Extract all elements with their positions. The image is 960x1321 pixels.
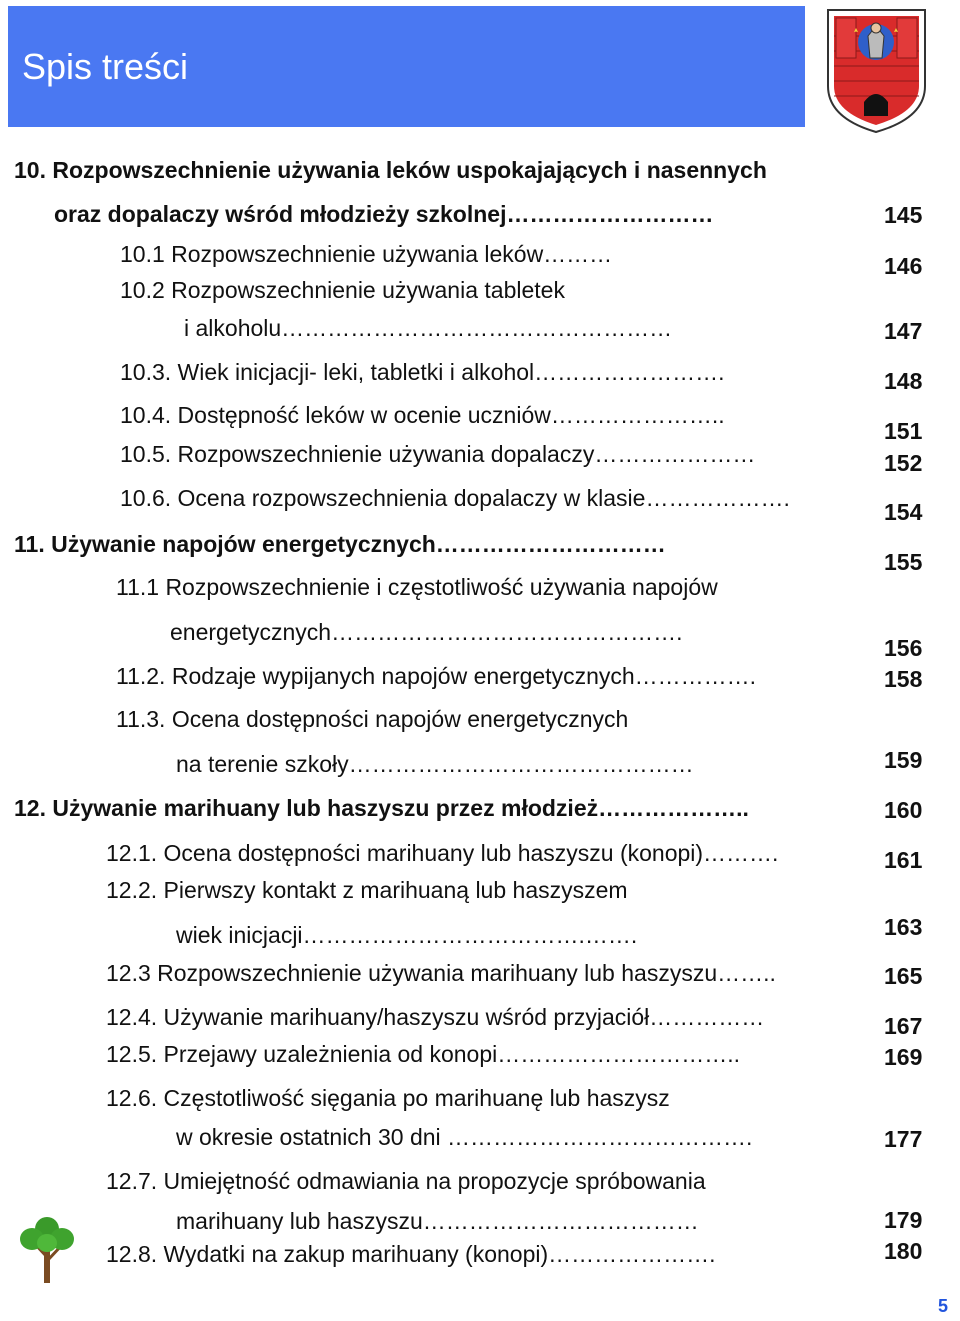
- toc-line-12-7: 12.7. Umiejętność odmawiania na propozycje spróbowania: [106, 1168, 706, 1194]
- page-number: 148: [884, 368, 923, 394]
- toc-line-12-8: 12.8. Wydatki na zakup marihuany (konopi)………………….: [106, 1241, 716, 1267]
- page-number: 177: [884, 1126, 923, 1152]
- toc-line-12-6: 12.6. Częstotliwość sięgania po marihuanę lub haszysz: [106, 1085, 670, 1111]
- toc-line-12-2-cont: wiek inicjacji……………………………….…….: [176, 922, 638, 948]
- toc-line-10-cont: oraz dopalaczy wśród młodzieży szkolnej………………………: [54, 201, 714, 227]
- toc-line-11: 11. Używanie napojów energetycznych…………………………: [14, 531, 666, 557]
- toc-line-10-3: 10.3. Wiek inicjacji- leki, tabletki i alkohol…………………….: [120, 359, 725, 385]
- toc-line-10-4: 10.4. Dostępność leków w ocenie uczniów…………………..: [120, 402, 725, 428]
- toc-line-12: 12. Używanie marihuany lub haszyszu przez młodzież………………..: [14, 795, 749, 821]
- toc-line-10: 10. Rozpowszechnienie używania leków uspokajających i nasennych: [14, 157, 767, 183]
- toc-line-12-5: 12.5. Przejawy uzależnienia od konopi…………………………..: [106, 1041, 741, 1067]
- page-number: 147: [884, 318, 923, 344]
- page-number: 145: [884, 202, 923, 228]
- toc-line-12-2: 12.2. Pierwszy kontakt z marihuaną lub haszyszem: [106, 877, 628, 903]
- page-number: 169: [884, 1044, 923, 1070]
- page-number: 160: [884, 797, 923, 823]
- toc-line-10-2-cont: i alkoholu……………………………………………: [184, 315, 673, 341]
- toc-line-11-1: 11.1 Rozpowszechnienie i częstotliwość używania napojów: [116, 574, 718, 600]
- toc-line-10-1: 10.1 Rozpowszechnienie używania leków………: [120, 241, 613, 267]
- page-title: Spis treści: [22, 46, 189, 87]
- page-number: 146: [884, 253, 923, 279]
- toc-line-12-7-cont: marihuany lub haszyszu………………………………: [176, 1208, 699, 1234]
- page-number: 165: [884, 963, 923, 989]
- toc-line-11-1-cont: energetycznych……………………………………….: [170, 619, 683, 645]
- page-number: 152: [884, 450, 923, 476]
- page-number: 158: [884, 666, 923, 692]
- title-banner: [8, 6, 805, 127]
- toc-line-11-3: 11.3. Ocena dostępności napojów energetycznych: [116, 706, 629, 732]
- page-number: 151: [884, 418, 923, 444]
- toc-line-12-3: 12.3 Rozpowszechnienie używania marihuany lub haszyszu……..: [106, 960, 776, 986]
- tree-logo: [18, 1213, 76, 1285]
- page-number: 154: [884, 499, 923, 525]
- coat-of-arms-logo: [824, 6, 929, 134]
- toc-line-12-6-cont: w okresie ostatnich 30 dni ………………………………….: [176, 1124, 753, 1150]
- page-number: 179: [884, 1207, 923, 1233]
- page-number: 180: [884, 1238, 923, 1264]
- toc-line-12-4: 12.4. Używanie marihuany/haszyszu wśród przyjaciół……………: [106, 1004, 765, 1030]
- toc-line-12-1: 12.1. Ocena dostępności marihuany lub haszyszu (konopi)……….: [106, 840, 779, 866]
- toc-line-10-5: 10.5. Rozpowszechnienie używania dopalaczy…………………: [120, 441, 756, 467]
- page-number: 155: [884, 549, 923, 575]
- page-number: 167: [884, 1013, 923, 1039]
- page-number: 156: [884, 635, 923, 661]
- page-number: 161: [884, 847, 923, 873]
- toc-line-10-2: 10.2 Rozpowszechnienie używania tabletek: [120, 277, 565, 303]
- toc-line-11-2: 11.2. Rodzaje wypijanych napojów energetycznych…………….: [116, 663, 757, 689]
- page-footer-number: 5: [938, 1296, 949, 1316]
- toc-line-10-6: 10.6. Ocena rozpowszechnienia dopalaczy w klasie……………….: [120, 485, 790, 511]
- toc-line-11-3-cont: na terenie szkoły………………………………………: [176, 751, 694, 777]
- page-number: 163: [884, 914, 923, 940]
- page-number: 159: [884, 747, 923, 773]
